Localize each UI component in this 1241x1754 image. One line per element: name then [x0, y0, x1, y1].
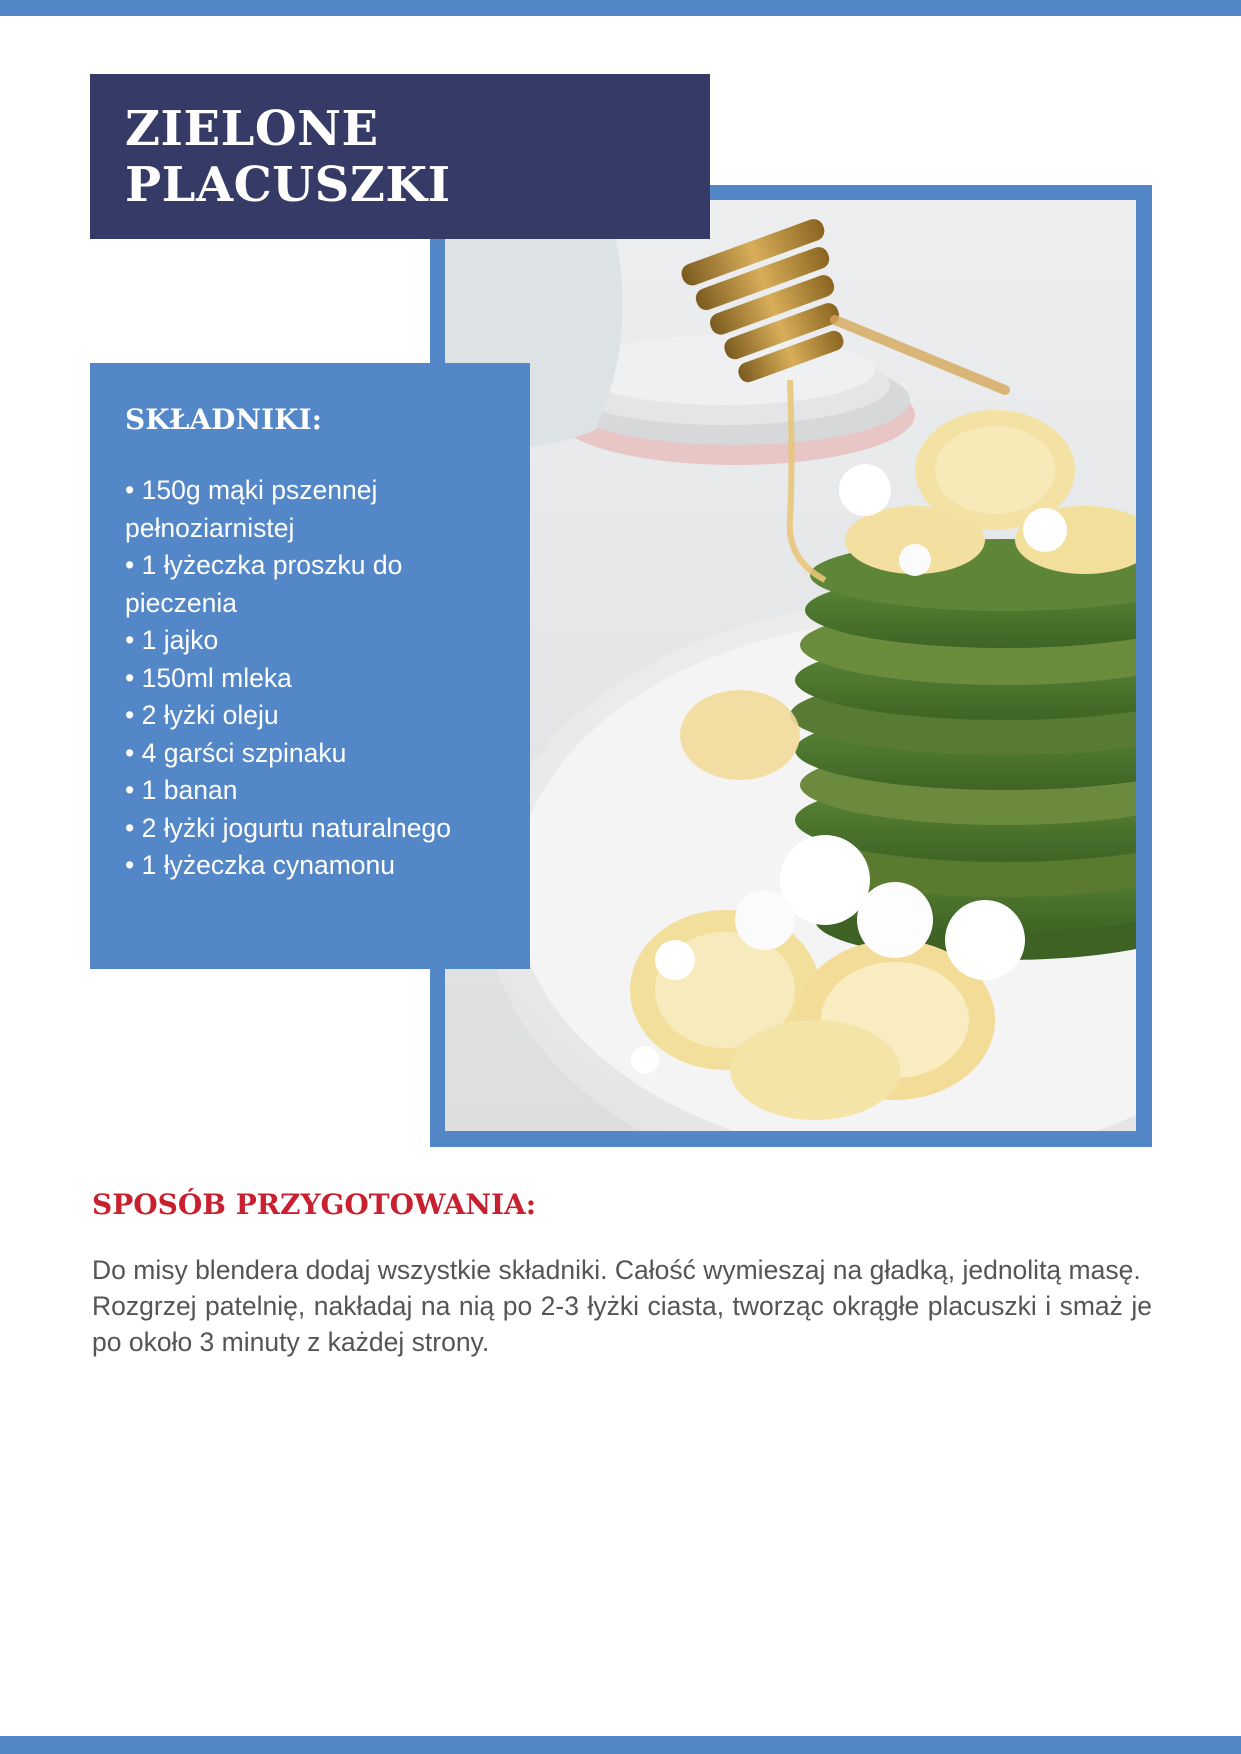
method-paragraph: Rozgrzej patelnię, nakładaj na nią po 2-3 łyżki ciasta, tworząc okrągłe placuszki i smaż je po około 3 minuty z każdej strony. [92, 1291, 1152, 1357]
ingredient-item: • 1 łyżeczka cynamonu [125, 850, 395, 880]
method-heading: SPOSÓB PRZYGOTOWANIA: [92, 1188, 537, 1221]
recipe-title: ZIELONE PLACUSZKI [125, 100, 451, 213]
ingredients-list [125, 472, 510, 885]
ingredient-item: • 4 garści szpinaku [125, 737, 347, 768]
ingredient-item: • 2 łyżki jogurtu naturalnego [125, 812, 451, 843]
ingredient-item: • 1 jajko [125, 625, 219, 655]
ingredient-item: • 150g mąki pszennej pełnoziarnistej [125, 475, 378, 543]
title-banner [90, 74, 710, 239]
ingredients-heading: SKŁADNIKI: [125, 403, 322, 436]
ingredient-item: • 1 banan [125, 775, 238, 805]
bottom-accent-bar [0, 1736, 1241, 1754]
method-paragraph: Do misy blendera dodaj wszystkie składniki. Całość wymieszaj na gładką, jednolitą masę. [92, 1255, 1141, 1285]
ingredient-item: • 1 łyżeczka proszku do pieczenia [125, 550, 403, 618]
method-text [92, 1252, 1152, 1360]
ingredients-panel [90, 363, 530, 969]
top-accent-bar [0, 0, 1241, 16]
ingredient-item: • 150ml mleka [125, 662, 292, 693]
ingredient-item: • 2 łyżki oleju [125, 700, 279, 730]
photo-frame [430, 185, 1152, 1147]
pancake-stack-photo [445, 200, 1136, 1131]
